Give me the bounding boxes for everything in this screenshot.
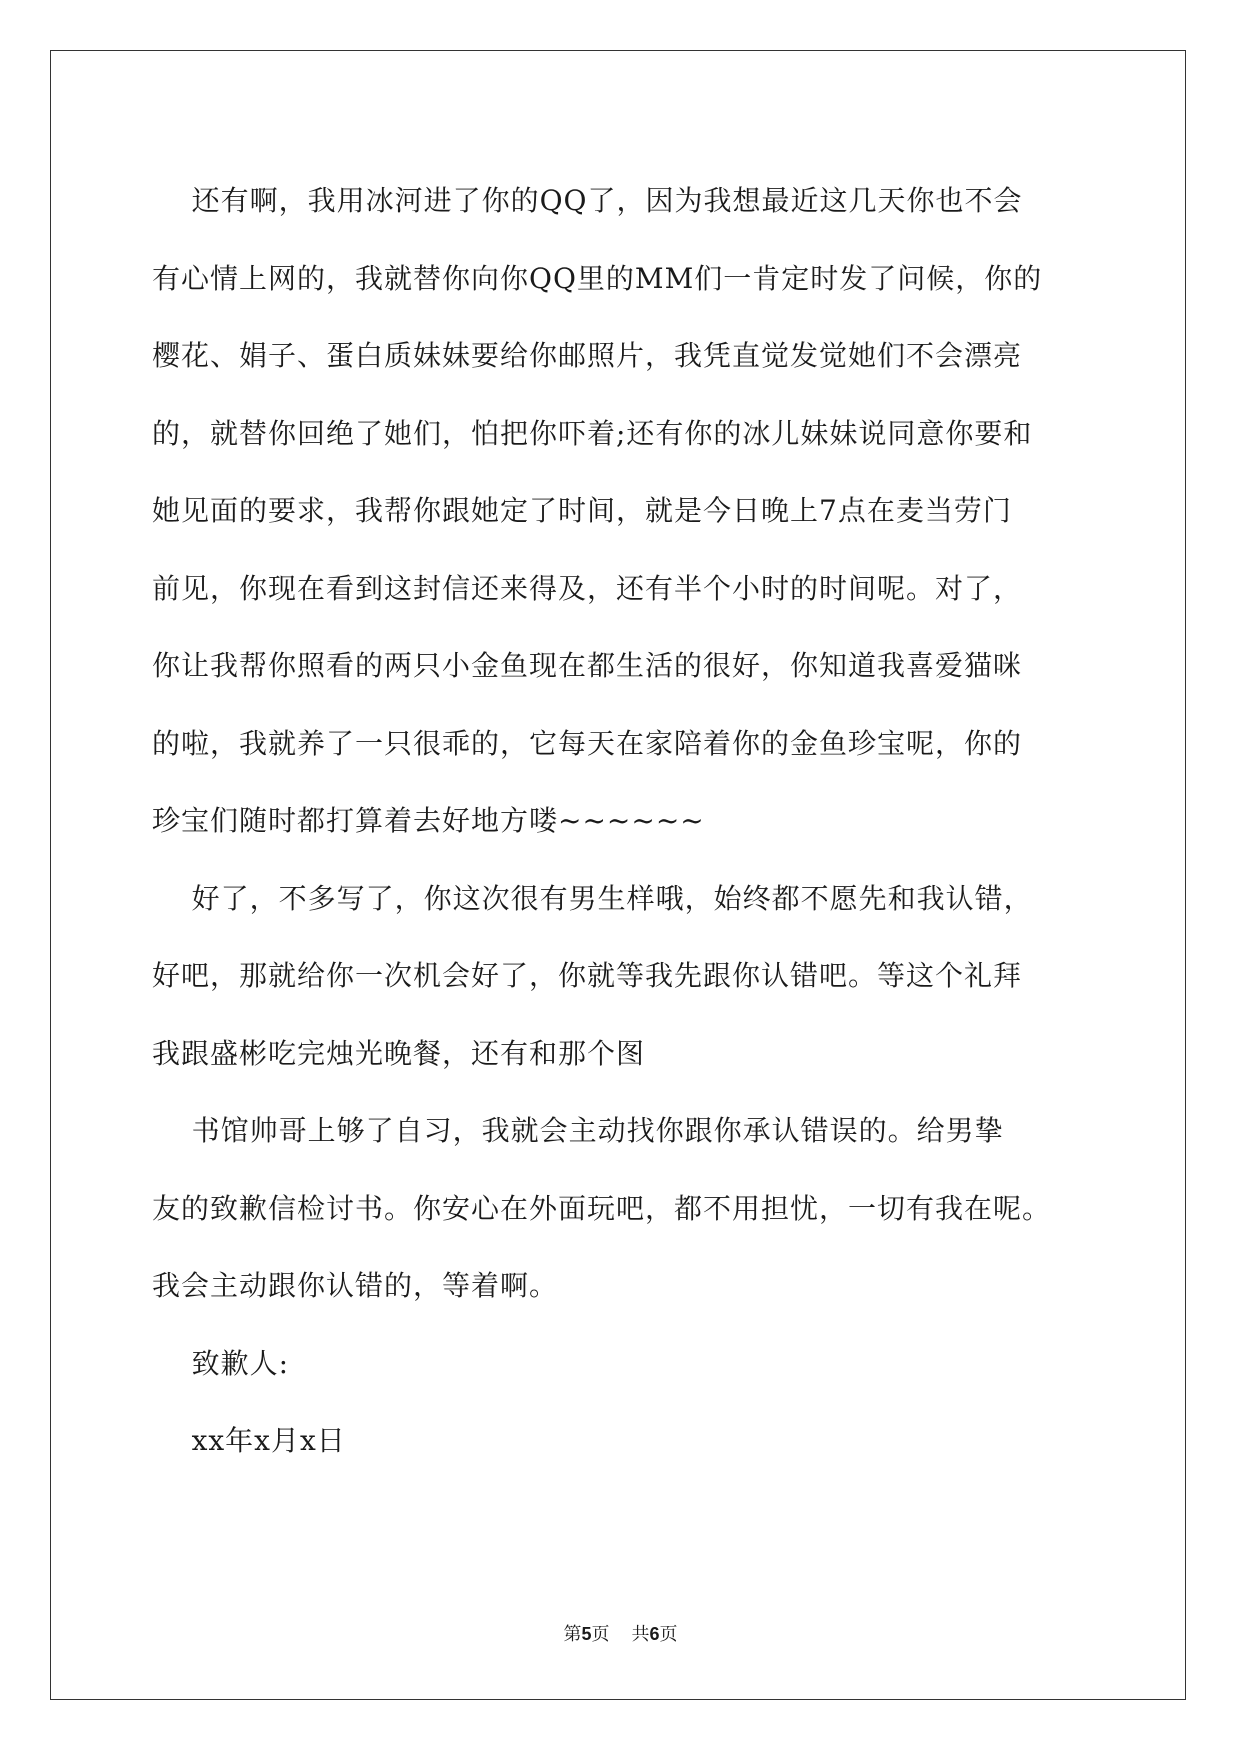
text-line: 我跟盛彬吃完烛光晚餐，还有和那个图 bbox=[152, 1036, 646, 1070]
page-footer bbox=[0, 1620, 1241, 1646]
text-line: 还有啊，我用冰河进了你的QQ了，因为我想最近这几天你也不会 bbox=[152, 184, 1023, 217]
text-line: 有心情上网的，我就替你向你QQ里的MM们一肯定时发了问候，你的 bbox=[152, 261, 1043, 295]
text-line: 的，就替你回绝了她们，怕把你吓着;还有你的冰儿妹妹说同意你要和 bbox=[152, 416, 1033, 450]
signature-label: 致歉人: bbox=[152, 1346, 290, 1380]
letter-body bbox=[152, 162, 1092, 1480]
footer-total-suffix: 页 bbox=[659, 1624, 678, 1645]
text-line: 樱花、娟子、蛋白质妹妹要给你邮照片，我凭直觉发觉她们不会漂亮 bbox=[152, 339, 1023, 372]
text-line: 友的致歉信检讨书。你安心在外面玩吧，都不用担忧，一切有我在呢。 bbox=[152, 1191, 1052, 1225]
footer-total-prefix: 共 bbox=[631, 1624, 650, 1645]
text-line: 我会主动跟你认错的，等着啊。 bbox=[152, 1269, 559, 1302]
text-line: 的啦，我就养了一只很乖的，它每天在家陪着你的金鱼珍宝呢，你的 bbox=[152, 726, 1023, 760]
date-line: xx年x月x日 bbox=[152, 1424, 346, 1457]
text-line: 前见，你现在看到这封信还来得及，还有半个小时的时间呢。对了， bbox=[152, 571, 1023, 605]
page-number: 5 bbox=[581, 1624, 592, 1644]
footer-prefix: 第 bbox=[563, 1624, 582, 1645]
total-pages: 6 bbox=[649, 1624, 660, 1644]
text-line: 她见面的要求，我帮你跟她定了时间，就是今日晚上7点在麦当劳门 bbox=[152, 494, 1012, 527]
text-line: 珍宝们随时都打算着去好地方喽~~~~~~ bbox=[152, 804, 705, 837]
footer-page-suffix: 页 bbox=[591, 1624, 610, 1645]
text-line: 好吧，那就给你一次机会好了，你就等我先跟你认错吧。等这个礼拜 bbox=[152, 959, 1023, 992]
text-line: 你让我帮你照看的两只小金鱼现在都生活的很好，你知道我喜爱猫咪 bbox=[152, 649, 1023, 682]
text-line: 好了，不多写了，你这次很有男生样哦，始终都不愿先和我认错， bbox=[152, 881, 1033, 915]
text-line: 书馆帅哥上够了自习，我就会主动找你跟你承认错误的。给男挚 bbox=[152, 1114, 1004, 1147]
